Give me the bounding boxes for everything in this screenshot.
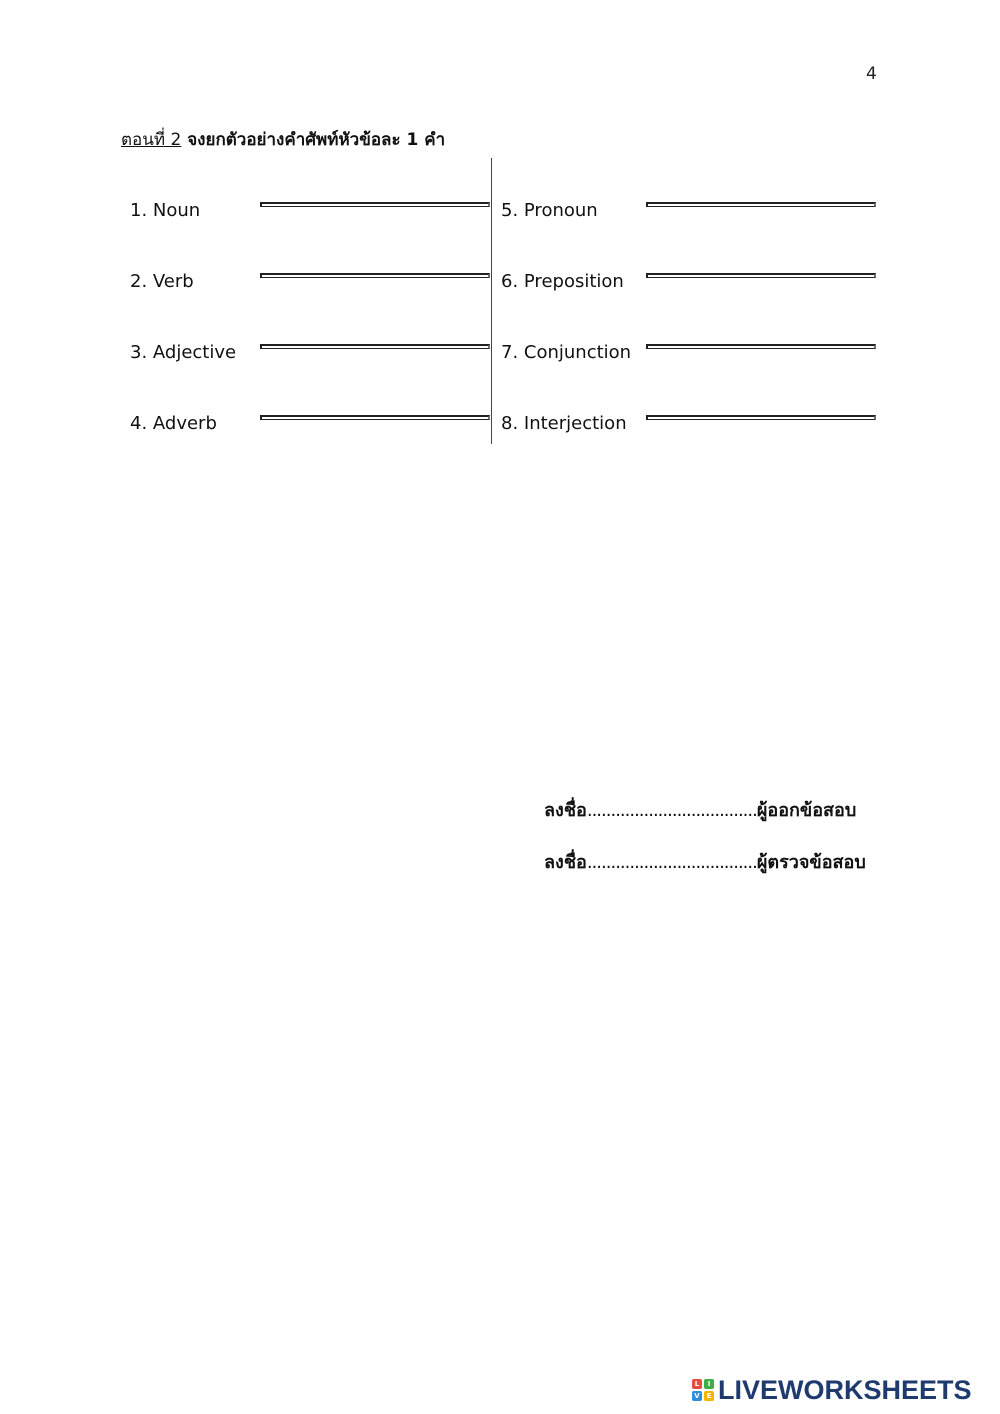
instruction-text: จงยกตัวอย่างคำศัพท์หัวข้อละ 1 คำ — [187, 130, 446, 150]
item-label-preposition: 6. Preposition — [501, 271, 624, 292]
page-number: 4 — [866, 64, 877, 84]
answer-line-pronoun[interactable] — [646, 202, 876, 207]
logo-mark-e: E — [704, 1391, 714, 1401]
logo-mark-i: I — [704, 1379, 714, 1389]
answer-line-preposition[interactable] — [646, 273, 876, 278]
item-label-adjective: 3. Adjective — [130, 342, 237, 363]
signature-prefix: ลงชื่อ — [544, 852, 587, 873]
signature-role: ผู้ออกข้อสอบ — [756, 800, 857, 821]
answer-line-interjection[interactable] — [646, 415, 876, 420]
answer-line-verb[interactable] — [260, 273, 490, 278]
item-label-adverb: 4. Adverb — [130, 413, 217, 434]
logo-mark-icon — [692, 1379, 714, 1401]
logo-text: LIVEWORKSHEETS — [718, 1374, 972, 1405]
item-label-pronoun: 5. Pronoun — [501, 200, 598, 221]
item-label-noun: 1. Noun — [130, 200, 201, 221]
column-divider — [491, 158, 492, 444]
part-label: ตอนที่ 2 — [121, 130, 182, 150]
signature-dots: .................................... — [586, 800, 757, 821]
signature-prefix: ลงชื่อ — [544, 800, 587, 821]
answer-line-adjective[interactable] — [260, 344, 490, 349]
signature-checker — [544, 847, 866, 876]
signature-dots: .................................... — [586, 852, 757, 873]
item-label-conjunction: 7. Conjunction — [501, 342, 632, 363]
liveworksheets-logo — [692, 1376, 972, 1404]
signature-role: ผู้ตรวจข้อสอบ — [756, 852, 866, 873]
answer-line-adverb[interactable] — [260, 415, 490, 420]
logo-mark-l: L — [692, 1379, 702, 1389]
signature-examiner — [544, 795, 856, 824]
answer-line-conjunction[interactable] — [646, 344, 876, 349]
logo-mark-v: V — [692, 1391, 702, 1401]
answer-line-noun[interactable] — [260, 202, 490, 207]
instruction — [121, 126, 445, 153]
item-label-verb: 2. Verb — [130, 271, 194, 292]
item-label-interjection: 8. Interjection — [501, 413, 627, 434]
